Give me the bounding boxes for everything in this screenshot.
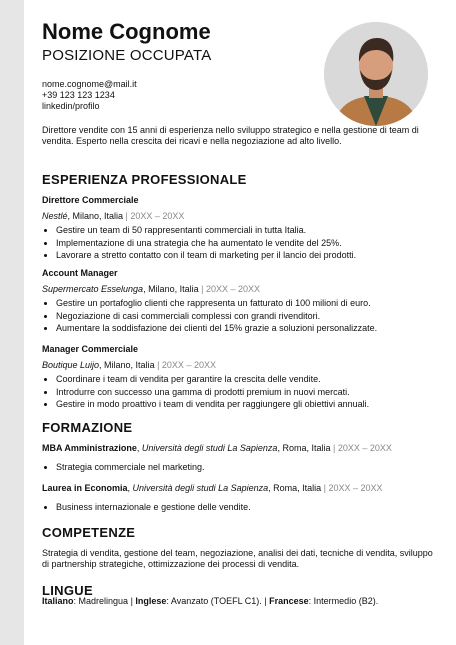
education-2-bullets [42, 502, 442, 514]
experience-section-title: ESPERIENZA PROFESSIONALE [42, 172, 247, 187]
email[interactable]: nome.cognome@mail.it [42, 79, 137, 89]
list-item: • Negoziazione di casi commerciali complessi con grandi rivenditori. [56, 311, 442, 323]
education-2-separator: | [321, 483, 329, 493]
list-item: • Coordinare i team di vendita per garantire la crescita delle vendite. [56, 374, 442, 386]
language-2-separator: | [128, 596, 136, 606]
job-3-dates: 20XX – 20XX [161, 359, 216, 370]
job-2-separator: | [198, 283, 206, 294]
job-2-bullets [42, 298, 442, 335]
list-item: • Business internazionale e gestione delle vendite. [56, 502, 442, 514]
list-item: • Introdurre con successo una gamma di prodotti premium in nuovi mercati. [56, 387, 442, 399]
education-2-school: Università degli studi La Sapienza [132, 483, 269, 493]
portrait-illustration [324, 22, 428, 126]
education-1-comma: , [136, 443, 142, 453]
education-1-school: Università degli studi La Sapienza [141, 443, 278, 453]
education-1-line [42, 443, 442, 455]
education-section-title: FORMAZIONE [42, 420, 133, 435]
language-2-level: : Avanzato (TOEFL C1). [166, 596, 262, 606]
job-position: POSIZIONE OCCUPATA [42, 47, 212, 64]
language-3-separator: | [261, 596, 270, 606]
job-1-meta [42, 211, 442, 223]
job-3 [42, 344, 442, 412]
job-2-dates: 20XX – 20XX [205, 283, 260, 294]
job-1-role: Direttore Commerciale [42, 195, 139, 205]
education-2-degree: Laurea in Economia [42, 483, 128, 493]
list-item: • Aumentare la soddisfazione dei clienti del 15% grazie a soluzioni personalizzate. [56, 323, 442, 335]
candidate-name: Nome Cognome [42, 19, 211, 44]
list-item: • Gestire un portafoglio clienti che rappresenta un fatturato di 100 milioni di euro. [56, 298, 442, 310]
phone[interactable]: +39 123 123 1234 [42, 90, 115, 100]
education-1-degree: MBA Amministrazione [42, 443, 137, 453]
job-2-meta [42, 284, 442, 296]
language-3-name: Francese [269, 596, 309, 606]
profile-summary: Direttore vendite con 15 anni di esperienza nello sviluppo strategico e nella gestione di team di vendita. Esperto nella crescita dei ricavi e nella negoziazione ad alto livello. [42, 125, 419, 146]
job-3-company: Boutique Luijo [42, 359, 100, 370]
language-1-name: Italiano [42, 596, 74, 606]
profile-photo [324, 22, 428, 126]
list-item: • Implementazione di una strategia che ha aumentato le vendite del 25%. [56, 238, 442, 250]
job-1 [42, 195, 442, 263]
languages-section-title: LINGUE [42, 583, 93, 598]
education-2-dates: 20XX – 20XX [328, 483, 383, 493]
job-3-meta [42, 360, 442, 372]
education-1-location: , Roma, Italia [277, 443, 331, 453]
list-item: • Strategia commerciale nel marketing. [56, 462, 442, 474]
left-decorative-strip [0, 0, 24, 645]
job-2-role: Account Manager [42, 268, 118, 278]
education-2-location: , Roma, Italia [268, 483, 322, 493]
language-3-level: : Intermedio (B2). [308, 596, 379, 606]
job-1-company: Nestlé [42, 210, 68, 221]
skills-section-title: COMPETENZE [42, 525, 136, 540]
language-2-name: Inglese [135, 596, 167, 606]
languages-line [42, 596, 436, 607]
job-3-role: Manager Commerciale [42, 344, 139, 354]
education-1 [42, 443, 442, 474]
job-3-bullets [42, 374, 442, 411]
job-2 [42, 268, 442, 336]
education-2-line [42, 483, 442, 495]
job-2-location: , Milano, Italia [143, 283, 199, 294]
education-1-bullets [42, 462, 442, 474]
job-3-location: , Milano, Italia [99, 359, 155, 370]
job-1-location: , Milano, Italia [67, 210, 124, 221]
education-1-separator: | [330, 443, 338, 453]
job-2-company: Supermercato Esselunga [42, 283, 144, 294]
linkedin-link[interactable]: linkedin/profilo [42, 101, 100, 111]
list-item: • Gestire in modo proattivo i team di vendita per raggiungere gli obiettivi annuali. [56, 399, 442, 411]
list-item: • Gestire un team di 50 rappresentanti commerciali in tutta Italia. [56, 225, 442, 237]
list-item: • Lavorare a stretto contatto con il team di marketing per il lancio dei prodotti. [56, 250, 442, 262]
job-1-bullets [42, 225, 442, 262]
education-2 [42, 483, 442, 514]
skills-text: Strategia di vendita, gestione del team, negoziazione, analisi dei dati, tecniche di vendita, sviluppo di partnership strategiche, ottimizzazione dei processi di vendita. [42, 548, 433, 569]
job-3-separator: | [154, 359, 162, 370]
job-1-dates: 20XX – 20XX [130, 210, 185, 221]
job-1-separator: | [123, 210, 131, 221]
language-1-level: : Madrelingua [73, 596, 129, 606]
education-1-dates: 20XX – 20XX [337, 443, 392, 453]
education-2-comma: , [127, 483, 133, 493]
